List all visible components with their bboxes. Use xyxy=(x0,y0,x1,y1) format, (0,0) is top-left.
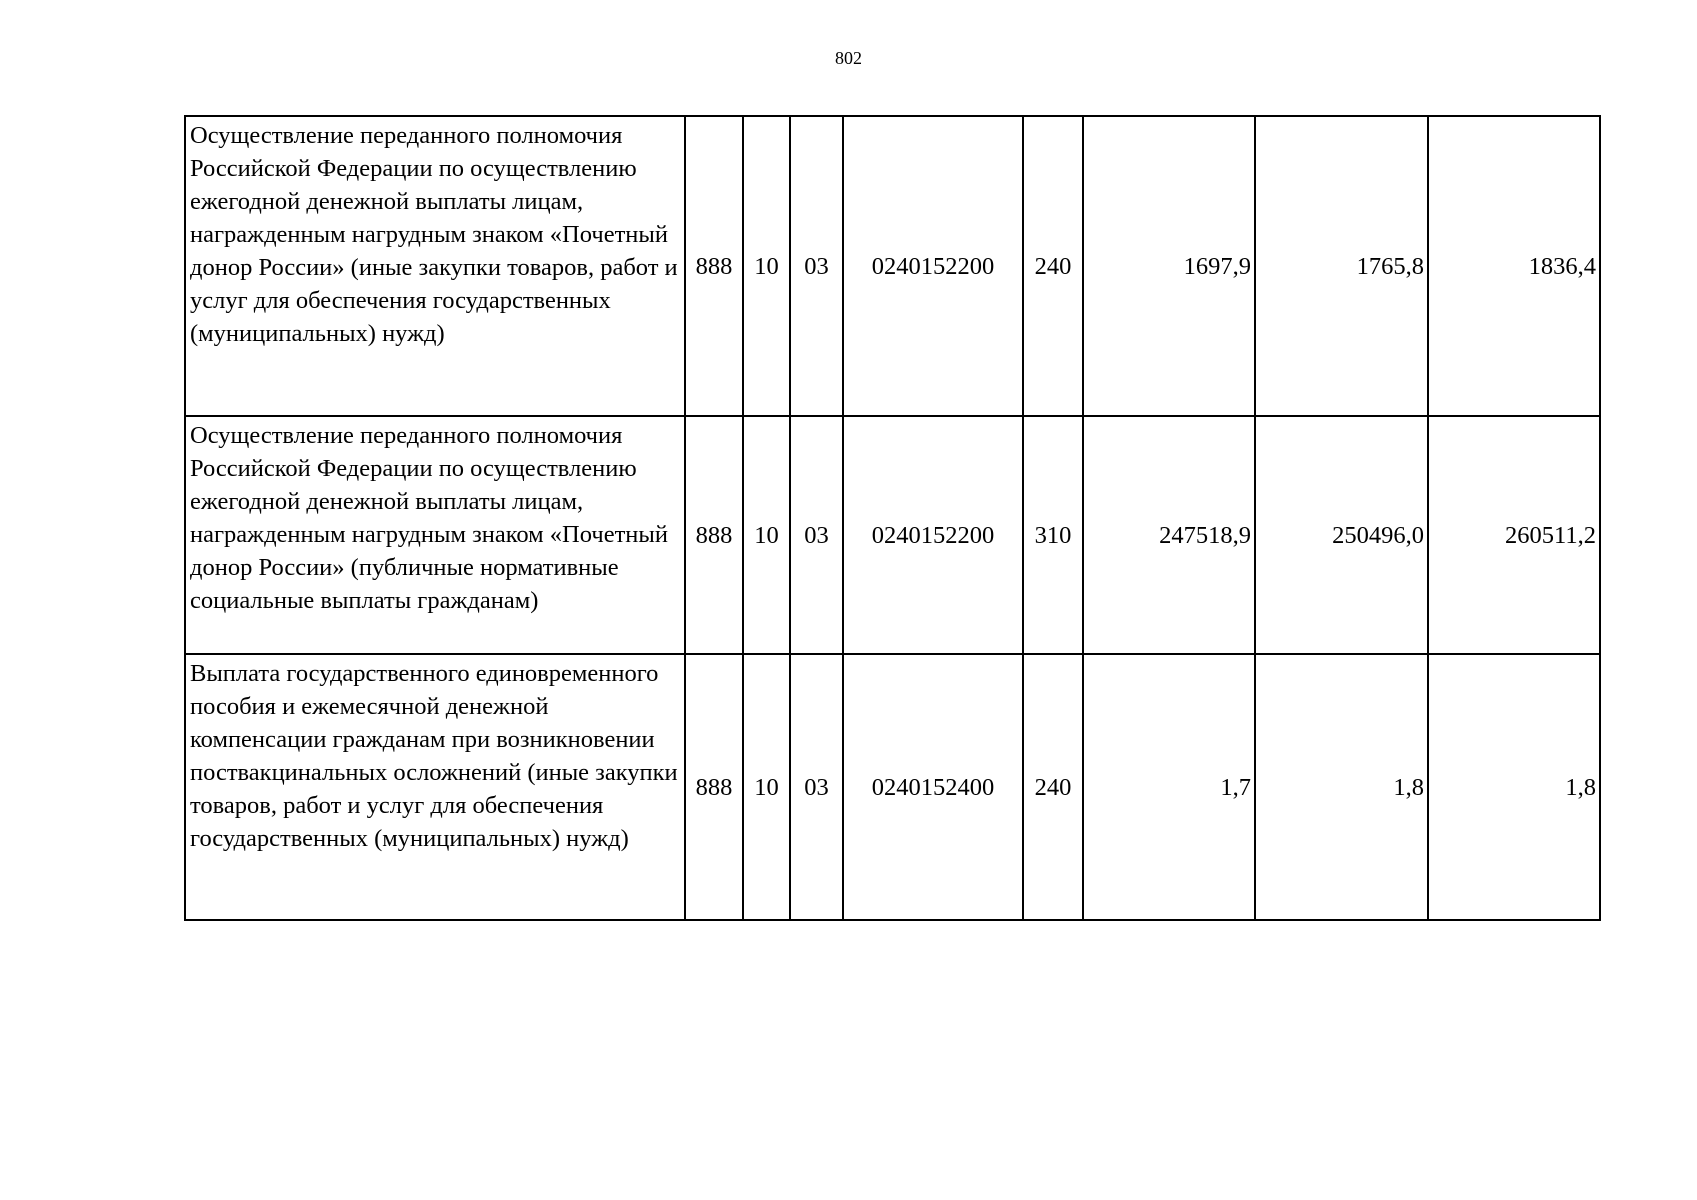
amount-1-cell: 1,7 xyxy=(1083,654,1255,920)
description-cell: Выплата государственного единовременного пособия и ежемесячной денежной компенсации гражданам при возникновении поствакцинальных осложнений (иные закупки товаров, работ и услуг для обеспечения государственных (муниципальных) нужд) xyxy=(185,654,685,920)
amount-3-cell: 260511,2 xyxy=(1428,416,1600,654)
amount-1-cell: 1697,9 xyxy=(1083,116,1255,416)
ministry-code-cell: 888 xyxy=(685,416,743,654)
amount-3-cell: 1,8 xyxy=(1428,654,1600,920)
budget-table xyxy=(184,115,1601,921)
expense-type-cell: 310 xyxy=(1023,416,1083,654)
expense-type-cell: 240 xyxy=(1023,654,1083,920)
amount-2-cell: 250496,0 xyxy=(1255,416,1428,654)
description-cell: Осуществление переданного полномочия Российской Федерации по осуществлению ежегодной денежной выплаты лицам, награжденным нагрудным знаком «Почетный донор России» (публичные нормативные социальные выплаты гражданам) xyxy=(185,416,685,654)
page-number: 802 xyxy=(835,48,862,68)
amount-2-cell: 1,8 xyxy=(1255,654,1428,920)
section-code-cell: 10 xyxy=(743,116,790,416)
target-article-cell: 0240152200 xyxy=(843,416,1023,654)
description-cell: Осуществление переданного полномочия Российской Федерации по осуществлению ежегодной денежной выплаты лицам, награжденным нагрудным знаком «Почетный донор России» (иные закупки товаров, работ и услуг для обеспечения государственных (муниципальных) нужд) xyxy=(185,116,685,416)
table-row xyxy=(185,116,1600,416)
section-code-cell: 10 xyxy=(743,416,790,654)
ministry-code-cell: 888 xyxy=(685,654,743,920)
expense-type-cell: 240 xyxy=(1023,116,1083,416)
amount-3-cell: 1836,4 xyxy=(1428,116,1600,416)
amount-1-cell: 247518,9 xyxy=(1083,416,1255,654)
subsection-code-cell: 03 xyxy=(790,116,843,416)
table-row xyxy=(185,416,1600,654)
target-article-cell: 0240152200 xyxy=(843,116,1023,416)
subsection-code-cell: 03 xyxy=(790,416,843,654)
table-row xyxy=(185,654,1600,920)
section-code-cell: 10 xyxy=(743,654,790,920)
ministry-code-cell: 888 xyxy=(685,116,743,416)
target-article-cell: 0240152400 xyxy=(843,654,1023,920)
subsection-code-cell: 03 xyxy=(790,654,843,920)
amount-2-cell: 1765,8 xyxy=(1255,116,1428,416)
